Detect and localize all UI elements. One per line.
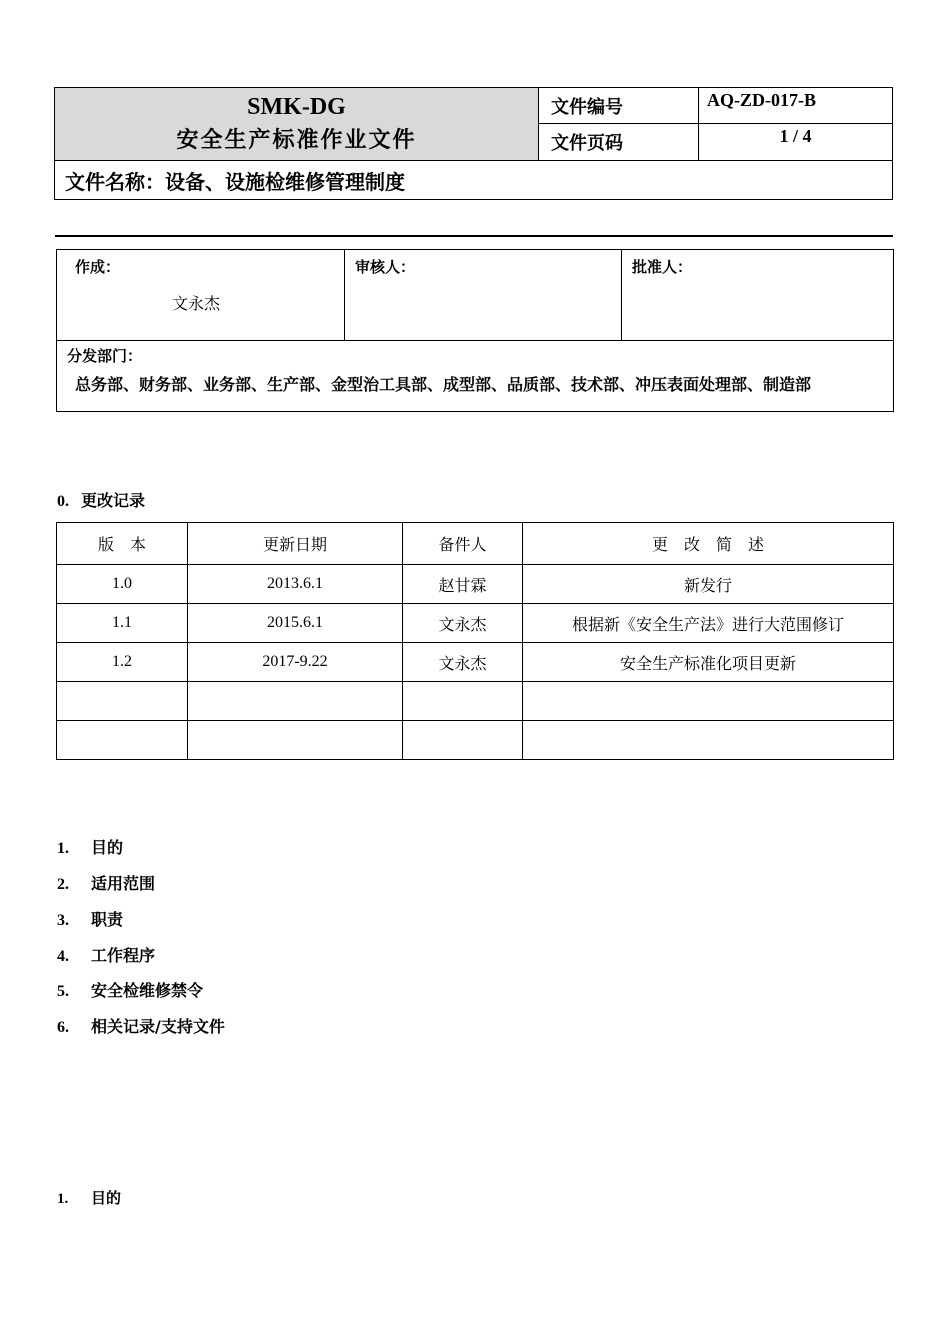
- distribution-label: 分发部门：: [67, 347, 143, 365]
- table-row: [57, 721, 894, 760]
- distribution-cell: [57, 341, 894, 412]
- author-cell: [57, 250, 345, 341]
- header-version: 版 本: [57, 523, 188, 565]
- cell-person: 文永杰: [403, 604, 523, 643]
- cell-summary: 根据新《安全生产法》进行大范围修订: [523, 604, 894, 643]
- cell-person: 文永杰: [403, 643, 523, 682]
- distribution-departments: 总务部、财务部、业务部、生产部、金型治工具部、成型部、品质部、技术部、冲压表面处理部、制造部: [75, 375, 812, 394]
- header-date: 更新日期: [188, 523, 403, 565]
- page-number: 1 / 4: [699, 124, 893, 161]
- company-code: SMK-DG: [247, 94, 346, 120]
- toc-number: 1.: [57, 840, 69, 857]
- table-row: [57, 643, 894, 682]
- toc-item: [57, 871, 155, 894]
- toc-item: [57, 835, 123, 858]
- toc-item: [57, 907, 123, 930]
- doc-number-label: 文件编号: [539, 88, 699, 124]
- cell-summary: 安全生产标准化项目更新: [523, 643, 894, 682]
- header-summary: 更 改 简 述: [523, 523, 894, 565]
- toc-title: 相关记录/支持文件: [91, 1017, 225, 1036]
- cell-summary: 新发行: [523, 565, 894, 604]
- document-header: [54, 87, 893, 200]
- section-title: 更改记录: [81, 491, 146, 510]
- toc-title: 工作程序: [91, 946, 156, 965]
- revision-table: [56, 522, 894, 760]
- author-label: 作成：: [75, 258, 121, 276]
- page-label: 文件页码: [539, 124, 699, 161]
- toc-title: 适用范围: [91, 874, 156, 893]
- cell-version: 1.2: [57, 643, 188, 682]
- header-divider: [55, 235, 893, 237]
- approver-label: 批准人：: [632, 258, 693, 276]
- section-title: 目的: [91, 1189, 122, 1207]
- cell-summary: [523, 682, 894, 721]
- section-number: 1.: [57, 1191, 69, 1207]
- reviewer-label: 审核人：: [355, 258, 416, 276]
- cell-version: 1.0: [57, 565, 188, 604]
- reviewer-cell: [345, 250, 622, 341]
- doc-number: AQ-ZD-017-B: [699, 88, 893, 124]
- toc-number: 5.: [57, 983, 69, 1000]
- toc-number: 4.: [57, 948, 69, 965]
- table-header-row: [57, 523, 894, 565]
- author-name: 文永杰: [172, 294, 221, 313]
- toc-number: 3.: [57, 912, 69, 929]
- cell-date: 2015.6.1: [188, 604, 403, 643]
- section-1-heading: [57, 1187, 121, 1208]
- toc-item: [57, 943, 155, 966]
- table-row: [57, 565, 894, 604]
- cell-version: [57, 682, 188, 721]
- document-type: 安全生产标准作业文件: [176, 127, 417, 153]
- revision-section-heading: [57, 488, 145, 511]
- table-row: [57, 604, 894, 643]
- header-person: 备件人: [403, 523, 523, 565]
- toc-number: 2.: [57, 876, 69, 893]
- cell-summary: [523, 721, 894, 760]
- cell-version: 1.1: [57, 604, 188, 643]
- cell-person: [403, 721, 523, 760]
- toc-title: 安全检维修禁令: [91, 981, 204, 1000]
- toc-title: 职责: [91, 910, 124, 929]
- approval-table: [56, 249, 894, 412]
- brand-cell: [55, 88, 539, 161]
- cell-person: [403, 682, 523, 721]
- cell-person: 赵甘霖: [403, 565, 523, 604]
- section-number: 0.: [57, 493, 69, 510]
- approver-cell: [622, 250, 894, 341]
- cell-date: 2013.6.1: [188, 565, 403, 604]
- table-row: [57, 682, 894, 721]
- toc-item: [57, 978, 203, 1001]
- cell-version: [57, 721, 188, 760]
- toc-title: 目的: [91, 838, 124, 857]
- toc-number: 6.: [57, 1019, 69, 1036]
- cell-date: [188, 721, 403, 760]
- cell-date: [188, 682, 403, 721]
- document-name: 文件名称：设备、设施检维修管理制度: [55, 161, 893, 200]
- toc-item: [57, 1014, 225, 1037]
- cell-date: 2017-9.22: [188, 643, 403, 682]
